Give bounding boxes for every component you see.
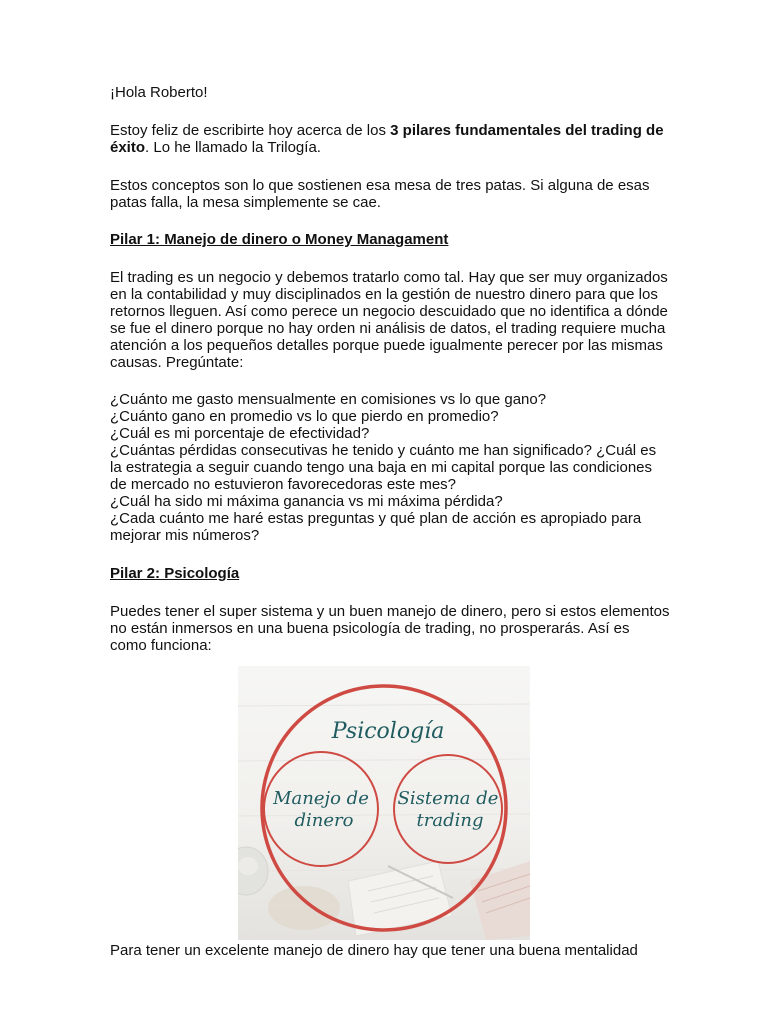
intro-text: Estoy feliz de escribirte hoy acerca de los [110,122,391,139]
trilogy-diagram [238,666,530,940]
question-item: ¿Cuánto me gasto mensualmente en comisiones vs lo que gano? [110,391,547,408]
question-item: ¿Cuál ha sido mi máxima ganancia vs mi máxima pérdida? [110,493,503,510]
question-item: ¿Cuántas pérdidas consecutivas he tenido y cuánto me han significado? ¿Cuál es la estrategia a seguir cuando tengo una baja en mi capital porque las condiciones de mercado no estuvieron favorecedoras este mes? [110,442,657,493]
pilar1-heading: Pilar 1: Manejo de dinero o Money Managament [110,231,449,248]
pilar1-body: El trading es un negocio y debemos tratarlo como tal. Hay que ser muy organizados en la contabilidad y muy disciplinados en la gestión de nuestro dinero para que los retornos lleguen. Así como perece un negocio descuidado que no identifica a dónde se fue el dinero porque no hay orden ni análisis de datos, el trading requiere mucha atención a los pequeños detalles porque puede igualmente perecer por las mismas causas. Pregúntate: [110,269,668,371]
concepts-paragraph: Estos conceptos son lo que sostienen esa mesa de tres patas. Si alguna de esas patas falla, la mesa simplemente se cae. [110,177,650,211]
psicologia-label: Psicología [331,719,445,744]
document-page [110,84,670,959]
closing-paragraph: Para tener un excelente manejo de dinero hay que tener una buena mentalidad [110,942,638,959]
pilar2-heading: Pilar 2: Psicología [110,565,240,582]
question-item: ¿Cuánto gano en promedio vs lo que pierdo en promedio? [110,408,499,425]
intro-text-end: . Lo he llamado la Trilogía. [145,139,321,156]
question-item: ¿Cada cuánto me haré estas preguntas y qué plan de acción es apropiado para mejorar mis números? [110,510,642,544]
intro-paragraph [110,122,670,156]
intro-bold: 3 pilares fundamentales del trading de éxito [110,122,664,156]
greeting: ¡Hola Roberto! [110,84,208,101]
sistema-label-line1: Sistema de [397,788,499,809]
sistema-label-line2: trading [416,810,484,831]
trilogy-diagram-image [238,666,530,940]
question-item: ¿Cuál es mi porcentaje de efectividad? [110,425,370,442]
manejo-label-line2: dinero [294,810,354,831]
pilar2-body: Puedes tener el super sistema y un buen manejo de dinero, pero si estos elementos no están inmersos en una buena psicología de trading, no prosperarás. Así es como funciona: [110,603,670,654]
question-list [110,391,670,544]
manejo-label-line1: Manejo de [273,788,369,809]
